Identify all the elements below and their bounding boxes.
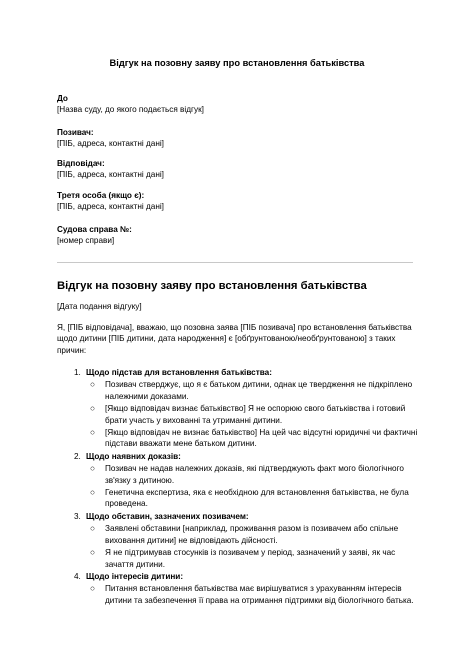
document-title: Відгук на позовну заяву про встановлення батьківства [109, 58, 365, 68]
list-item [57, 367, 422, 378]
date-placeholder: [Дата подання відгуку] [57, 302, 142, 311]
sub-bullet [57, 487, 422, 510]
sub-bullet [57, 379, 422, 402]
sub-bullet [57, 523, 422, 546]
party-plaintiff-value: [ПІБ, адреса, контактні дані] [57, 139, 164, 148]
item-heading: Щодо інтересів дитини: [86, 571, 184, 581]
list-item [57, 451, 422, 462]
bullet-text: Питання встановлення батьківства має вирішуватися з урахуванням інтересів дитини та забезпечення її права на отримання підтримки від біологічного батька. [105, 584, 414, 605]
bullet-circle-icon: ○ [90, 380, 95, 390]
sub-bullet [57, 403, 422, 426]
bullet-circle-icon: ○ [90, 548, 95, 558]
item-number: 3. [74, 511, 81, 521]
list-item [57, 571, 422, 582]
bullet-circle-icon: ○ [90, 428, 95, 438]
sub-bullet [57, 547, 422, 570]
sub-bullet [57, 463, 422, 486]
item-heading: Щодо підстав для встановлення батьківства: [86, 368, 272, 377]
bullet-text: [Якщо відповідач визнає батьківство] Я не оспорюю свого батьківства і готовий брати участь у вихованні та утриманні дитини. [105, 404, 406, 425]
item-number: 2. [74, 451, 81, 461]
item-heading: Щодо наявних доказів: [86, 451, 181, 461]
bullet-text: [Якщо відповідач не визнає батьківство] На цей час відсутні юридичні чи фактичні підстави вважати мене батьком дитини. [105, 428, 418, 449]
item-number: 4. [74, 571, 81, 581]
party-court-value: [Назва суду, до якого подається відгук] [57, 105, 204, 114]
party-case-number [57, 224, 132, 246]
section-divider [57, 262, 413, 263]
party-third [57, 190, 164, 212]
bullet-circle-icon: ○ [90, 488, 95, 498]
party-third-label: Третя особа (якщо є): [57, 191, 145, 200]
bullet-text: Позивач не надав належних доказів, які підтверджують факт мого біологічного зв'язку з дитиною. [105, 464, 404, 485]
item-number: 1. [74, 368, 81, 377]
item-heading: Щодо обставин, зазначених позивачем: [86, 511, 249, 521]
bullet-text: Заявлені обставини [наприклад, проживання разом із позивачем або спільне виховання дитини] не відповідають дійсності. [105, 524, 399, 545]
party-defendant [57, 158, 164, 180]
bullet-circle-icon: ○ [90, 464, 95, 474]
intro-paragraph: Я, [ПІБ відповідача], вважаю, що позовна заява [ПІБ позивача] про встановлення батьківства щодо дитини [ПІБ дитини, дата народження] є [обґрунтованою/необґрунтованою] з таких причин: [57, 323, 412, 355]
party-case-number-label: Судова справа №: [57, 225, 132, 234]
sub-bullet [57, 427, 422, 450]
party-case-number-value: [номер справи] [57, 236, 115, 245]
bullet-text: Я не підтримував стосунків із позивачем у період, зазначений у заяві, як час зачаття дитини. [105, 548, 396, 569]
bullet-text: Генетична експертиза, яка є необхідною для встановлення батьківства, не була проведена. [105, 488, 409, 509]
party-defendant-value: [ПІБ, адреса, контактні дані] [57, 170, 164, 179]
bullet-circle-icon: ○ [90, 524, 95, 534]
party-plaintiff-label: Позивач: [57, 128, 94, 137]
section-title: Відгук на позовну заяву про встановлення батьківства [57, 280, 367, 292]
party-court-label: До [57, 94, 68, 103]
bullet-circle-icon: ○ [90, 404, 95, 414]
party-defendant-label: Відповідач: [57, 159, 105, 168]
party-third-value: [ПІБ, адреса, контактні дані] [57, 202, 164, 211]
party-court [57, 93, 204, 115]
bullet-text: Позивач стверджує, що я є батьком дитини, однак це твердження не підкріплено належними доказами. [105, 380, 413, 401]
reasons-list [57, 367, 422, 607]
party-plaintiff [57, 127, 164, 149]
sub-bullet [57, 583, 422, 606]
bullet-circle-icon: ○ [90, 584, 95, 594]
list-item [57, 511, 422, 522]
